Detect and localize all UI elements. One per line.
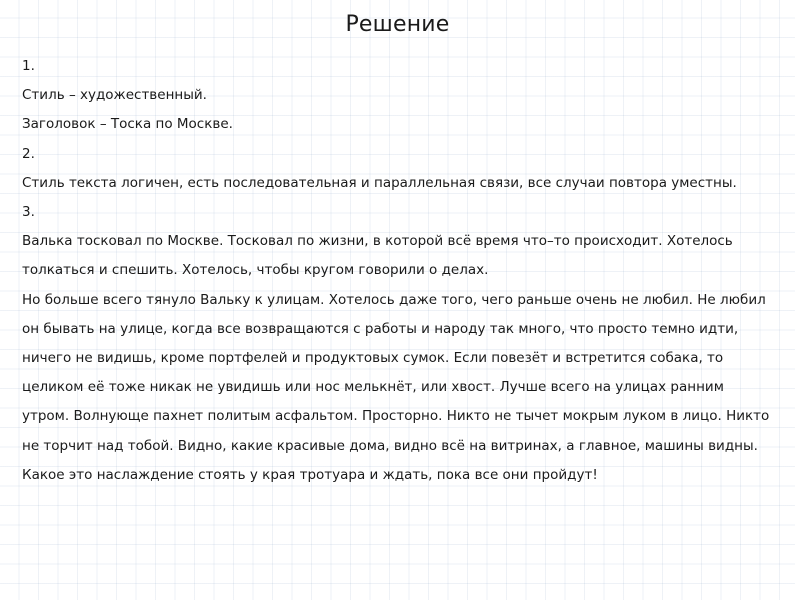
section-number: 3. (22, 204, 35, 221)
paragraph: Стиль текста логичен, есть последовательная и параллельная связи, все случаи повтора уместны. (22, 174, 737, 191)
section-number: 2. (22, 145, 35, 162)
section-number: 1. (22, 58, 35, 74)
section-1 (22, 40, 773, 140)
paragraph: Стиль – художественный. (22, 87, 207, 104)
paragraph: Заголовок – Тоска по Москве. (22, 116, 233, 133)
page-title: Решение (345, 12, 450, 37)
paragraph: Но больше всего тянуло Вальку к улицам. Хотелось даже того, чего раньше очень не любил. Не любил он бывать на улице, когда все возвращаются с работы и народу так много, что просто темно идти, ничего не видишь, кроме портфелей и продуктовых сумок. Если повезёт и встретится собака, то целиком её тоже никак не увидишь или нос мелькнёт, или хвост. Лучше всего на улицах ранним утром. Волнующе пахнет политым асфальтом. Просторно. Никто не тычет мокрым луком в лицо. Никто не торчит над тобой. Видно, какие красивые дома, видно всё на витринах, а главное, машины видны. Какое это наслаждение стоять у края тротуара и ждать, пока все они пройдут! (22, 291, 770, 483)
paragraph: Валька тосковал по Москве. Тосковал по жизни, в которой всё время что–то происходит. Хотелось толкаться и спешить. Хотелось, чтобы кругом говорили о делах. (22, 233, 733, 279)
section-3 (22, 198, 773, 490)
section-2 (22, 140, 773, 198)
